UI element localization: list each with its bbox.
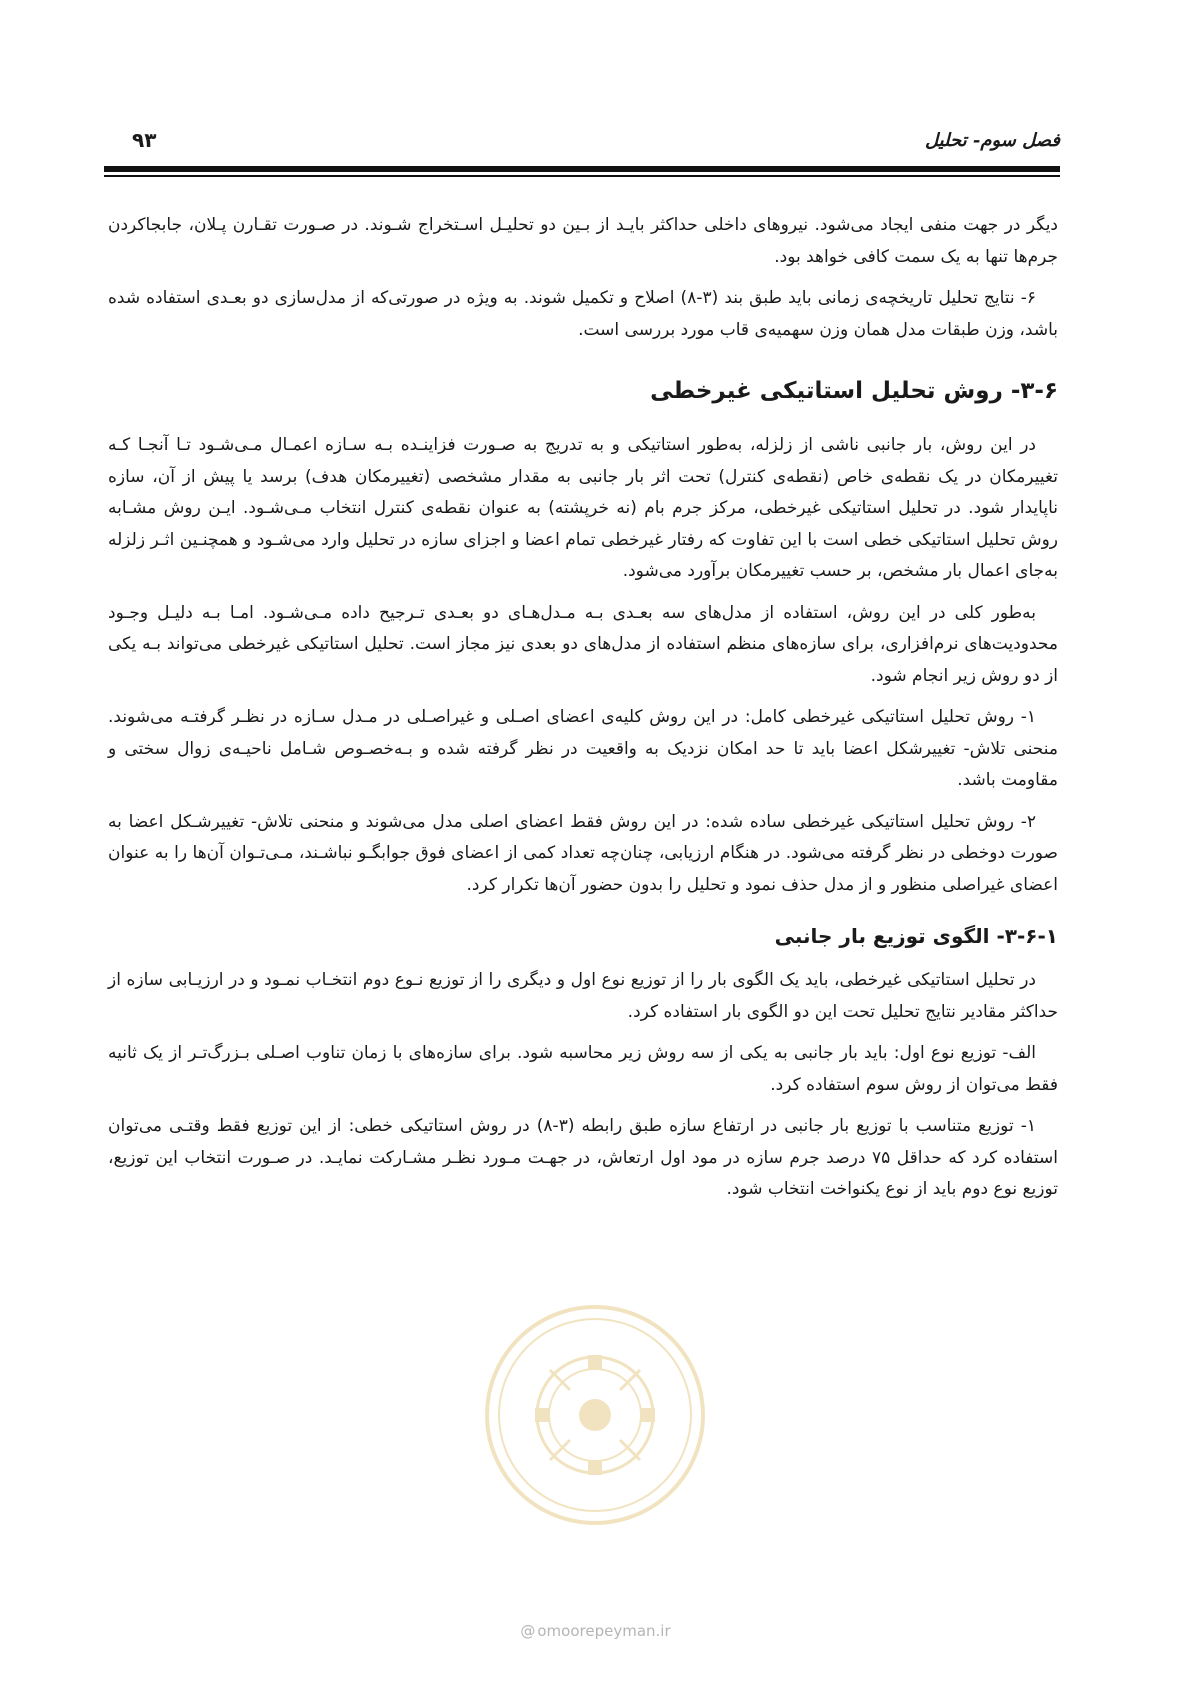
header-rule-thin [104,175,1060,177]
paragraph-continuation: دیگر در جهت منفی ایجاد می‌شود. نیروهای داخلی حداکثر بایـد از بـین دو تحلیـل اسـتخراج شـوند. در صـورت تقـارن پـلان، جابجاکردن جرم‌ها تنها به یک سمت کافی خواهد بود. [108,215,1058,267]
section-heading-3-6-1: ۳-۶-۱- الگوی توزیع بار جانبی [774,924,1058,948]
paragraph-model-dimensions: به‌طور کلی در این روش، استفاده از مدل‌های سه بعـدی بـه مـدل‌هـای دو بعـدی تـرجیح داده مـی‌شـود. امـا بـه دلیـل وجـود محدودیت‌های نرم‌افزاری، برای سازه‌های منظم استفاده از مدل‌های دو بعدی نیز مجاز است. تحلیل استاتیکی غیرخطی می‌تواند بـه یکی از دو روش زیر انجام شود. [108,602,1058,686]
paragraph-complete-method: ۱- روش تحلیل استاتیکی غیرخطی کامل: در این روش کلیه‌ی اعضای اصـلی و غیراصـلی در مـدل سـازه در نظـر گرفتـه می‌شوند. منحنی تلاش- تغییرشکل اعضا باید تا حد امکان نزدیک به واقعیت در نظر گرفته شده و بـه‌خصـوص شـامل ناحیـه‌ی زوال سختی و مقاومت باشد. [108,707,1058,790]
header-rule-thick [104,166,1060,172]
paragraph-first-type: الف- توزیع نوع اول: باید بار جانبی به یکی از سه روش زیر محاسبه شود. برای سازه‌های با زمان تناوب اصـلی بـزرگ‌تـر از یک ثانیه فقط می‌توان از روش سوم استفاده کرد. [108,1043,1058,1095]
paragraph-simplified-method: ۲- روش تحلیل استاتیکی غیرخطی ساده شده: در این روش فقط اعضای اصلی مدل می‌شوند و منحنی تلاش- تغییرشـکل اعضا به صورت دوخطی در نظر گرفته می‌شود. در هنگام ارزیابی، چنان‌چه تعداد کمی از اعضای فوق جوابگـو نباشـند، مـی‌تـوان آن‌ها را به عنوان اعضای غیراصلی منظور و از مدل حذف نمود و تحلیل را بدون حضور آن‌ها تکرار کرد. [108,811,1058,895]
watermark-seal-icon [480,1300,710,1530]
paragraph-method-description: در این روش، بار جانبی ناشی از زلزله، به‌طور استاتیکی و به تدریج به صـورت فزاینـده بـه سـازه اعمـال مـی‌شـود تـا آنجـا کـه تغییرمکان در یک نقطه‌ی خاص (نقطه‌ی کنترل) تحت اثر بار جانبی به مقدار مشخصی (تغییرمکان هدف) برسد یا پیش از آن، سازه ناپایدار شود. در تحلیل استاتیکی غیرخطی، مرکز جرم بام (نه خرپشته) به عنوان نقطه‌ی کنترل انتخاب مـی‌شـود. ایـن روش مشـابه روش تحلیل استاتیکی خطی است با این تفاوت که رفتار غیرخطی تمام اعضا و اجزای سازه در تحلیل وارد می‌شـود و همچنـین اثـر زلزله به‌جای اعمال بار مشخص، بر حسب تغییرمکان برآورد می‌شود. [108,435,1058,581]
watermark-site-text: omoorepeyman.ir [537,1622,671,1640]
paragraph-load-pattern: در تحلیل استاتیکی غیرخطی، باید یک الگوی بار را از توزیع نوع اول و دیگری را از توزیع نـوع دوم انتخـاب نمـود و در ارزیـابی سازه از حداکثر مقادیر نتایج تحلیل تحت این دو الگوی بار استفاده کرد. [108,970,1058,1022]
page-number: ۹۳ [132,128,157,152]
section-heading-3-6: ۳-۶- روش تحلیل استاتیکی غیرخطی [650,378,1058,404]
paragraph-proportional-distribution: ۱- توزیع متناسب با توزیع بار جانبی در ارتفاع سازه طبق رابطه (۳-۸) در روش استاتیکی خطی: از این توزیع فقط وقتـی می‌توان استفاده کرد که حداقل ۷۵ درصد جرم سازه در مود اول ارتعاش، در جهـت مـورد نظـر مشـارکت نمایـد. در صـورت انتخاب این توزیع، توزیع نوع دوم باید از نوع یکنواخت انتخاب شود. [108,1116,1058,1199]
page-body [108,210,1058,1216]
chapter-title: فصل سوم- تحلیل [924,130,1060,151]
page-header [104,120,1060,180]
at-icon: @ [520,1622,536,1640]
watermark-site [0,1622,1191,1640]
paragraph-item-6: ۶- نتایج تحلیل تاریخچه‌ی زمانی باید طبق بند (۳-۸) اصلاح و تکمیل شوند. به ویژه در صورتی‌که از مدل‌سازی دو بعـدی استفاده شده باشد، وزن طبقات مدل همان وزن سهمیه‌ی قاب مورد بررسی است. [108,288,1058,340]
